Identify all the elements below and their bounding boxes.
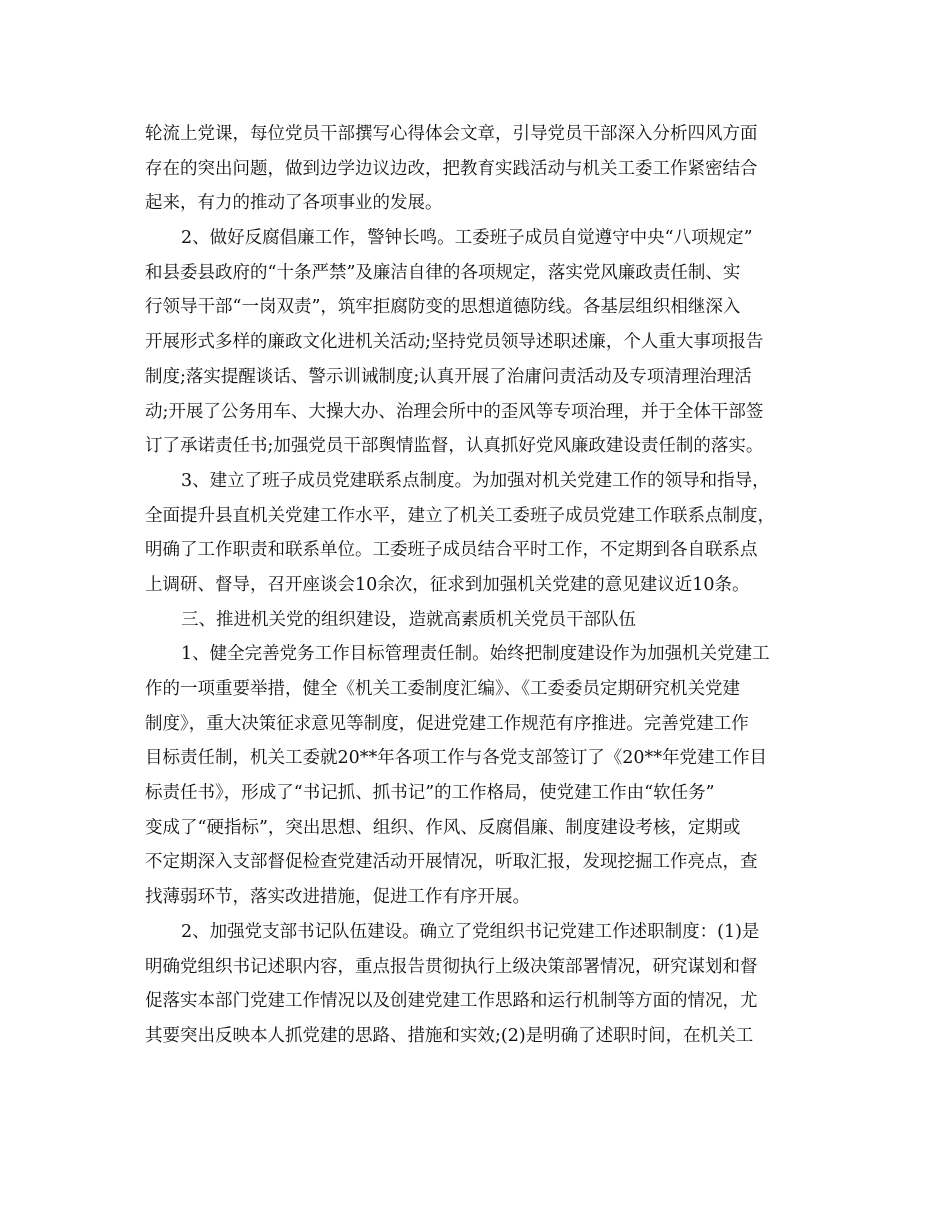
text-line: 1、健全完善党务工作目标管理责任制。始终把制度建设作为加强机关党建工 [181, 644, 770, 665]
text-line: 不定期深入支部督促检查党建活动开展情况，听取汇报，发现挖掘工作亮点，查 [145, 852, 758, 873]
text-line: 制度;落实提醒谈话、警示训诫制度;认真开展了治庸问责活动及专项清理治理活 [145, 366, 752, 387]
text-line: 起来，有力的推动了各项事业的发展。 [145, 193, 443, 214]
text-line: 存在的突出问题，做到边学边议边改，把教育实践活动与机关工委工作紧密结合 [145, 158, 758, 179]
text-line: 订了承诺责任书;加强党员干部舆情监督，认真抓好党风廉政建设责任制的落实。 [145, 436, 764, 457]
document-body [145, 117, 805, 1054]
text-line: 明确了工作职责和联系单位。工委班子成员结合平时工作，不定期到各自联系点 [145, 540, 758, 561]
text-line: 行领导干部“一岗双责”，筑牢拒腐防变的思想道德防线。各基层组织相继深入 [145, 297, 741, 318]
text-line: 开展形式多样的廉政文化进机关活动;坚持党员领导述职述廉，个人重大事项报告 [145, 332, 764, 353]
text-line: 和县委县政府的“十条严禁”及廉洁自律的各项规定，落实党风廉政责任制、实 [145, 262, 741, 283]
text-line: 2、做好反腐倡廉工作，警钟长鸣。工委班子成员自觉遵守中央“八项规定” [181, 228, 753, 249]
text-line: 明确党组织书记述职内容，重点报告贯彻执行上级决策部署情况，研究谋划和督 [145, 956, 758, 977]
text-line: 促落实本部门党建工作情况以及创建党建工作思路和运行机制等方面的情况，尤 [145, 991, 758, 1012]
text-line: 目标责任制，机关工委就20**年各项工作与各党支部签订了《20**年党建工作目 [145, 748, 768, 769]
text-line: 制度》，重大决策征求意见等制度，促进党建工作规范有序推进。完善党建工作 [145, 713, 749, 734]
text-line: 变成了“硬指标”，突出思想、组织、作风、反腐倡廉、制度建设考核，定期或 [145, 817, 741, 838]
text-line: 标责任书》，形成了“书记抓、抓书记”的工作格局，使党建工作由“软任务” [145, 783, 715, 804]
text-line: 3、建立了班子成员党建联系点制度。为加强对机关党建工作的领导和指导， [181, 470, 770, 491]
text-line: 全面提升县直机关党建工作水平，建立了机关工委班子成员党建工作联系点制度， [145, 505, 775, 526]
text-line: 三、推进机关党的组织建设，造就高素质机关党员干部队伍 [181, 609, 636, 630]
text-line: 动;开展了公务用车、大操大办、治理会所中的歪风等专项治理，并于全体干部签 [145, 401, 764, 422]
text-line: 找薄弱环节，落实改进措施，促进工作有序开展。 [145, 887, 530, 908]
text-line: 轮流上党课，每位党员干部撰写心得体会文章，引导党员干部深入分析四风方面 [145, 124, 758, 144]
text-line: 作的一项重要举措，健全《机关工委制度汇编》、《工委委员定期研究机关党建 [145, 679, 740, 699]
text-line: 2、加强党支部书记队伍建设。确立了党组织书记党建工作述职制度：(1)是 [181, 921, 760, 942]
text-line: 上调研、督导，召开座谈会10余次，征求到加强机关党建的意见建议近10条。 [145, 574, 750, 595]
text-line: 其要突出反映本人抓党建的思路、措施和实效;(2)是明确了述职时间，在机关工 [145, 1025, 754, 1046]
